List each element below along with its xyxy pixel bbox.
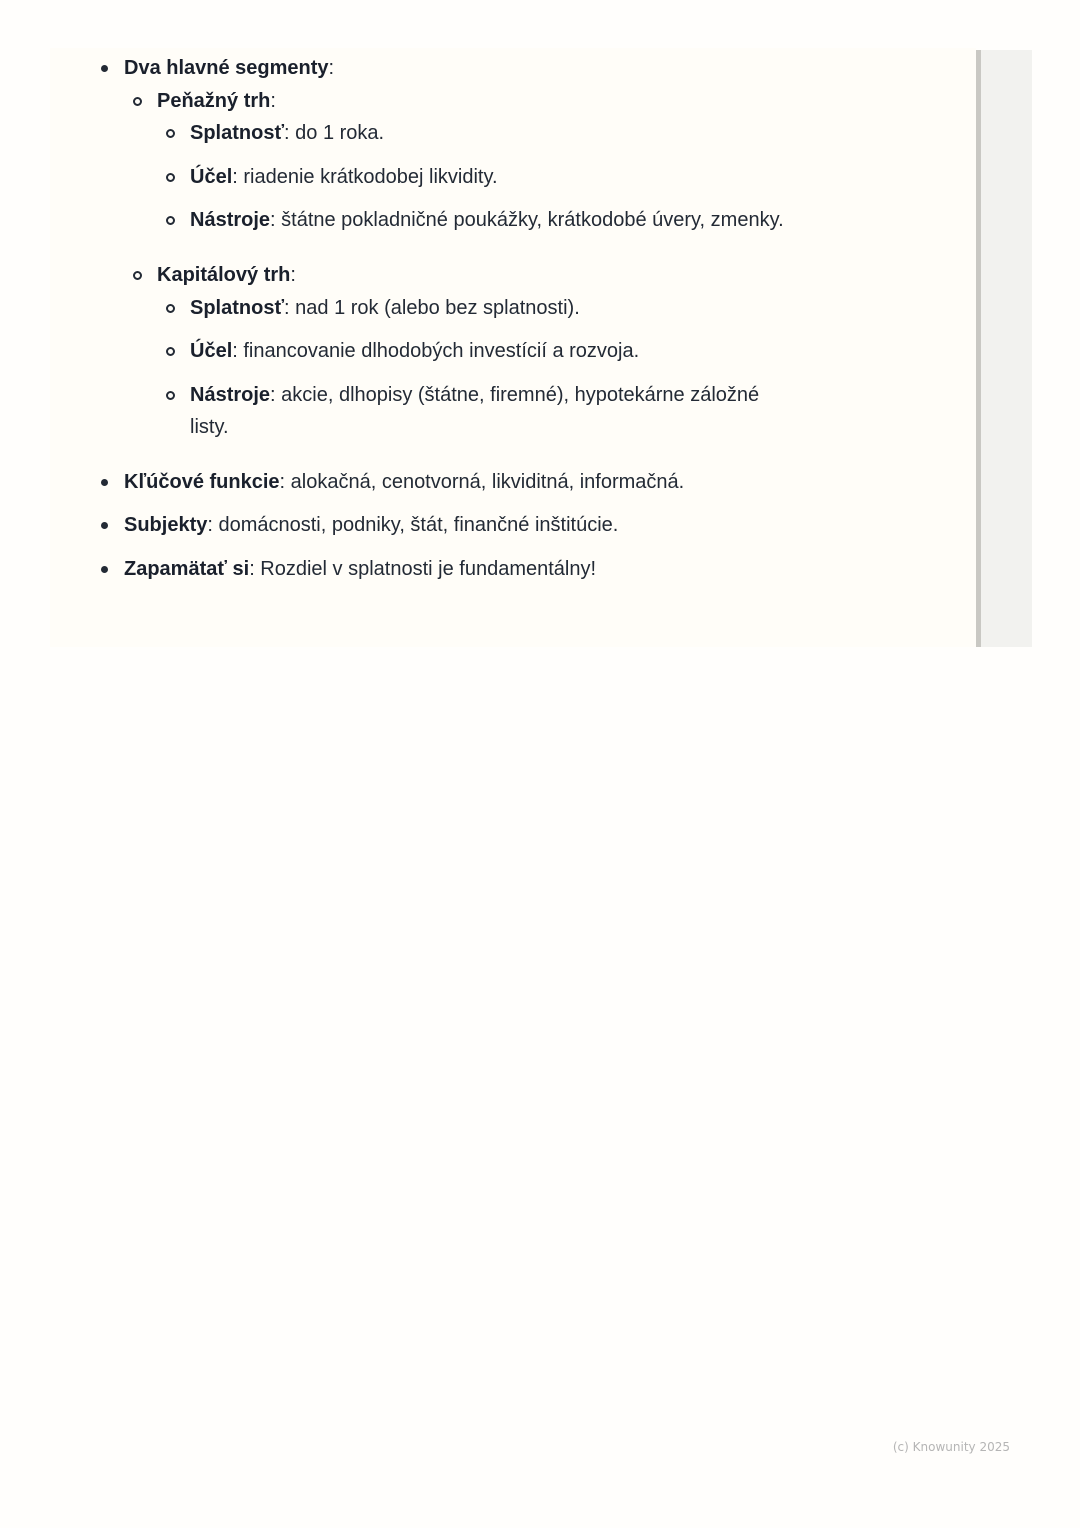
bullet-circle-icon <box>166 216 175 225</box>
item-label: Účel <box>190 340 233 362</box>
list-item-capital-instruments <box>190 379 759 411</box>
list-item-capital-maturity <box>190 292 580 324</box>
item-text: : riadenie krátkodobej likvidity. <box>232 166 498 188</box>
list-item-segments <box>124 52 334 84</box>
item-label: Dva hlavné segmenty <box>124 57 329 79</box>
item-label: Splatnosť <box>190 122 285 144</box>
list-item-money-maturity <box>190 117 384 149</box>
bullet-disc-icon <box>101 65 108 72</box>
item-text: : štátne pokladničné poukážky, krátkodobé úvery, zmenky. <box>270 209 784 231</box>
list-item-money-market <box>157 85 276 117</box>
item-text: : Rozdiel v splatnosti je fundamentálny! <box>249 558 597 580</box>
bullet-circle-icon <box>166 173 175 182</box>
bullet-circle-icon <box>133 271 142 280</box>
item-label: Účel <box>190 166 233 188</box>
list-item-functions <box>124 466 684 498</box>
list-item-capital-market <box>157 259 296 291</box>
bullet-circle-icon <box>133 97 142 106</box>
list-item-remember <box>124 553 596 585</box>
item-label: Zapamätať si <box>124 558 250 580</box>
bullet-disc-icon <box>101 522 108 529</box>
item-text: : financovanie dlhodobých investícií a rozvoja. <box>232 340 640 362</box>
item-text: : alokačná, cenotvorná, likviditná, informačná. <box>279 471 685 493</box>
list-item-capital-purpose <box>190 335 639 367</box>
bullet-circle-icon <box>166 391 175 400</box>
bullet-disc-icon <box>101 479 108 486</box>
list-item-subjects <box>124 509 618 541</box>
item-text: listy. <box>190 416 229 438</box>
list-item-capital-instruments-cont <box>190 411 229 443</box>
item-label: Nástroje <box>190 384 271 406</box>
copyright-footer: (c) Knowunity 2025 <box>892 1440 1010 1454</box>
item-label: Kapitálový trh <box>157 264 291 286</box>
bullet-circle-icon <box>166 304 175 313</box>
item-text: : <box>270 90 276 112</box>
item-label: Peňažný trh <box>157 90 271 112</box>
item-text: : <box>328 57 335 79</box>
item-label: Kľúčové funkcie <box>124 471 280 493</box>
bullet-disc-icon <box>101 566 108 573</box>
item-label: Splatnosť <box>190 297 285 319</box>
item-label: Subjekty <box>124 514 208 536</box>
item-text: : akcie, dlhopisy (štátne, firemné), hypotekárne záložné <box>270 384 760 406</box>
list-item-money-purpose <box>190 161 498 193</box>
item-text: : domácnosti, podniky, štát, finančné inštitúcie. <box>207 514 619 536</box>
bullet-circle-icon <box>166 347 175 356</box>
item-text: : nad 1 rok (alebo bez splatnosti). <box>284 297 580 319</box>
list-item-money-instruments <box>190 204 784 236</box>
item-text: : do 1 roka. <box>284 122 385 144</box>
bullet-circle-icon <box>166 129 175 138</box>
item-text: : <box>290 264 296 286</box>
item-label: Nástroje <box>190 209 271 231</box>
